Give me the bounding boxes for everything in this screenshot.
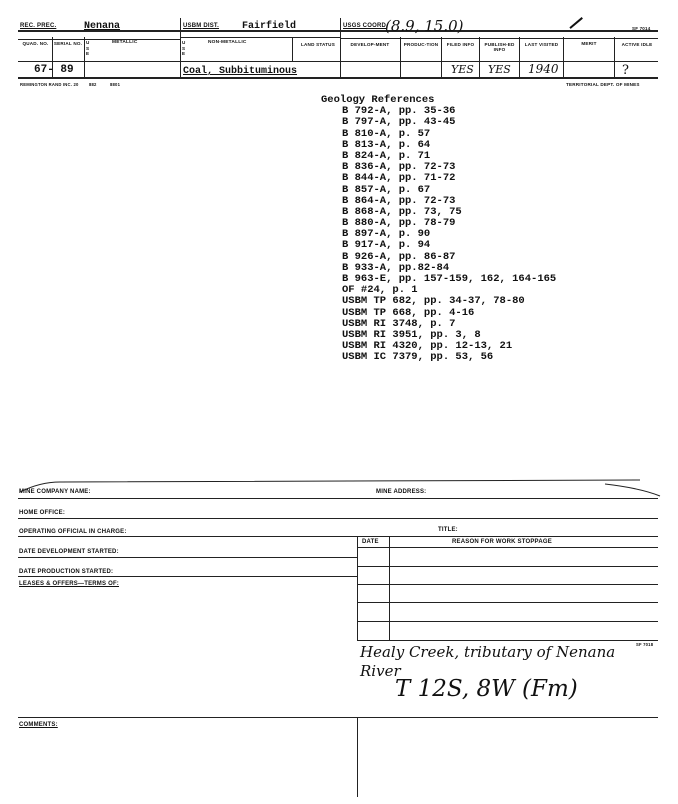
rule <box>18 498 658 499</box>
handwritten-location-line1: Healy Creek, tributary of Nenana <box>360 643 616 661</box>
last-visited-label: LAST VISITED <box>524 42 559 47</box>
reference-item: B 792-A, pp. 35-36 <box>342 105 456 118</box>
quad-label: QUAD. NO. <box>22 41 49 46</box>
date-production-label: DATE PRODUCTION STARTED: <box>19 569 114 575</box>
reference-item: USBM RI 3748, p. 7 <box>342 317 456 330</box>
quad-serial-value: 67- 89 <box>34 64 74 76</box>
comments-label: COMMENTS: <box>19 722 58 728</box>
comments-vrule <box>357 717 358 797</box>
serial-label: SERIAL NO. <box>53 41 83 46</box>
row2-rule-c <box>340 38 658 39</box>
active-idle-mark: ? <box>622 63 629 78</box>
reference-item: B 810-A, p. 57 <box>342 127 431 140</box>
date-development-label: DATE DEVELOPMENT STARTED: <box>19 549 119 555</box>
rule <box>357 566 658 567</box>
reference-item: OF #24, p. 1 <box>342 284 418 297</box>
lower-form-top-curve <box>0 470 678 500</box>
vrule <box>441 37 442 79</box>
vrule <box>340 18 341 79</box>
rule <box>357 602 658 603</box>
reference-item: B 864-A, pp. 72-73 <box>342 194 456 207</box>
reference-item: B 797-A, pp. 43-45 <box>342 116 456 129</box>
rule <box>18 536 658 537</box>
reference-item: B 880-A, pp. 78-79 <box>342 217 456 230</box>
handwritten-location-line2: River <box>360 662 401 680</box>
development-label: DEVELOP-MENT <box>350 42 390 47</box>
filed-info-label: FILED INFO <box>446 42 475 47</box>
reference-item: USBM RI 4320, pp. 12-13, 21 <box>342 340 513 353</box>
rule <box>18 518 658 519</box>
published-info-label: PUBLISH-ED INFO <box>484 42 515 52</box>
reference-item: B 813-A, p. 64 <box>342 138 431 151</box>
rec-prec-label: REC. PREC. <box>20 23 57 29</box>
usgs-coord-value: (8.9, 15.0) <box>385 17 464 35</box>
use-letters-metallic: U S E <box>86 40 90 56</box>
vrule <box>563 37 564 79</box>
reference-item: B 897-A, p. 90 <box>342 228 431 241</box>
operating-official-label: OPERATING OFFICIAL IN CHARGE: <box>19 529 127 535</box>
rule <box>357 584 658 585</box>
check-stroke <box>569 17 582 28</box>
reference-item: USBM TP 682, pp. 34-37, 78-80 <box>342 295 525 308</box>
metallic-label: METALLIC <box>112 40 138 45</box>
rec-prec-value: Nenana <box>84 21 121 32</box>
table-vrule <box>357 536 358 640</box>
header-bottom-rule <box>18 77 658 79</box>
vrule <box>519 37 520 79</box>
nonmetallic-label: NON-METALLIC <box>208 40 247 45</box>
header-mid-rule <box>18 61 658 62</box>
published-info-value: YES <box>488 63 511 76</box>
rule <box>357 621 658 622</box>
reference-item: B 836-A, pp. 72-73 <box>342 161 456 174</box>
reference-item: USBM RI 3951, pp. 3, 8 <box>342 328 481 341</box>
reference-item: B 917-A, p. 94 <box>342 239 431 252</box>
rule <box>18 557 357 558</box>
reference-item: B 844-A, pp. 71-72 <box>342 172 456 185</box>
vrule <box>292 37 293 62</box>
mine-company-label: MINE COMPANY NAME: <box>19 489 91 495</box>
department-label: TERRITORIAL DEPT. OF MINES <box>566 82 640 87</box>
vrule <box>479 37 480 79</box>
printer-code-2: 8801 <box>110 82 121 87</box>
merit-label: MERIT <box>581 41 597 46</box>
last-visited-value: 1940 <box>528 62 559 76</box>
usgs-coord-label: USGS COORD <box>343 23 387 29</box>
commodity-value: Coal, Subbituminous <box>183 66 298 77</box>
reference-item: B 868-A, pp. 73, 75 <box>342 205 462 218</box>
vrule <box>84 37 85 79</box>
reference-item: B 926-A, pp. 86-87 <box>342 250 456 263</box>
vrule <box>400 37 401 79</box>
reason-column-label: REASON FOR WORK STOPPAGE <box>452 539 552 545</box>
active-idle-label: ACTIVE IDLE <box>621 42 653 47</box>
handwritten-township: T 12S, 8W (Fm) <box>395 676 578 702</box>
land-status-label: LAND STATUS <box>301 42 335 47</box>
reference-item: B 857-A, p. 67 <box>342 183 431 196</box>
reference-item: B 963-E, pp. 157-159, 162, 164-165 <box>342 273 557 285</box>
small-form-number: SF 7018 <box>636 642 654 647</box>
home-office-label: HOME OFFICE: <box>19 510 66 516</box>
leases-label: LEASES & OFFERS—TERMS OF: <box>19 581 120 587</box>
row2-rule-b <box>180 37 340 38</box>
reference-item: USBM TP 668, pp. 4-16 <box>342 306 475 319</box>
printer-line: REMINGTON RAND INC. 20 <box>20 82 79 87</box>
row2-rule-a <box>18 39 180 40</box>
geology-references <box>321 95 556 364</box>
use-letters-nonmetallic: U S E <box>182 40 186 56</box>
reference-item: B 933-A, pp.82-84 <box>342 261 450 274</box>
vrule <box>614 37 615 79</box>
form-number: SF 7014 <box>632 26 651 31</box>
filed-info-value: YES <box>451 63 474 76</box>
date-column-label: DATE <box>362 539 379 545</box>
usbm-dist-label: USBM DIST. <box>183 23 220 29</box>
references-title: Geology References <box>321 94 435 106</box>
rule <box>18 576 357 577</box>
title-label: TITLE: <box>438 527 458 533</box>
printer-code-1: 882 <box>89 82 97 87</box>
usbm-dist-value: Fairfield <box>242 21 297 32</box>
reference-item: USBM IC 7379, pp. 53, 56 <box>342 351 494 364</box>
rule <box>18 717 658 718</box>
table-vrule <box>389 536 390 640</box>
vrule <box>180 18 181 79</box>
rule <box>357 640 658 641</box>
mine-address-label: MINE ADDRESS: <box>376 489 427 495</box>
reference-item: B 824-A, p. 71 <box>342 149 431 162</box>
production-label: PRODUC-TION <box>403 42 439 47</box>
rule <box>357 547 658 548</box>
